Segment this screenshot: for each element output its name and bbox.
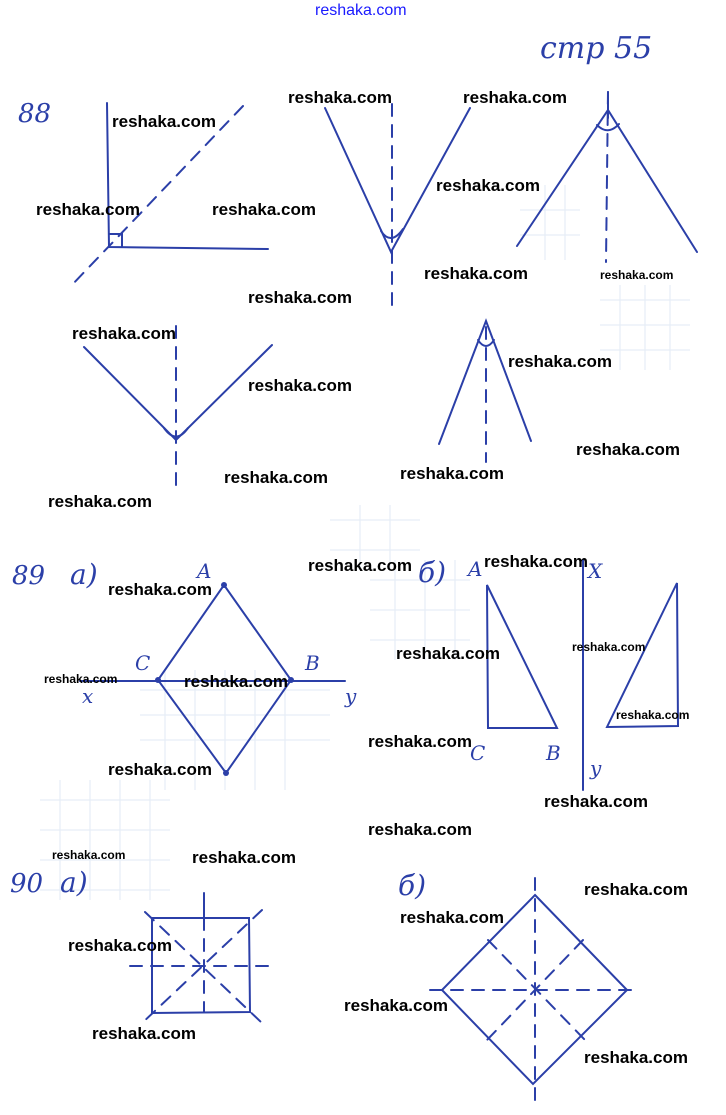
vertex-C-label-89a: C: [135, 651, 151, 675]
problem-89-part-b-label: б): [418, 556, 447, 589]
axis-y-label-89a: y: [345, 684, 357, 708]
problem-89-part-a-label: а): [70, 558, 98, 591]
axis-X-label-89b: X: [588, 559, 603, 583]
watermark: reshaka.com: [368, 732, 472, 751]
vertex-A-label-89b: A: [468, 557, 483, 581]
watermark: reshaka.com: [212, 200, 316, 219]
watermark: reshaka.com: [288, 88, 392, 107]
watermark: reshaka.com: [508, 352, 612, 371]
watermark: reshaka.com: [92, 1024, 196, 1043]
site-header-link[interactable]: reshaka.com: [315, 2, 407, 19]
axis-x-label-89a: x: [82, 684, 94, 708]
watermark: reshaka.com: [248, 376, 352, 395]
vertex-B-label-89a: B: [305, 651, 320, 675]
watermark: reshaka.com: [584, 880, 688, 899]
watermark: reshaka.com: [424, 264, 528, 283]
page-number-label: стр 55: [540, 31, 653, 66]
watermark: reshaka.com: [572, 640, 646, 654]
figure-89b-triangles: [487, 560, 678, 790]
watermark: reshaka.com: [576, 440, 680, 459]
watermark: reshaka.com: [108, 760, 212, 779]
watermark: reshaka.com: [308, 556, 412, 575]
watermark: reshaka.com: [108, 580, 212, 599]
watermark: reshaka.com: [616, 708, 690, 722]
vertex-B-label-89b: B: [546, 741, 561, 765]
vertex-C-label-89b: C: [470, 741, 486, 765]
watermark: reshaka.com: [52, 848, 126, 862]
watermark: reshaka.com: [248, 288, 352, 307]
watermark: reshaka.com: [344, 996, 448, 1015]
figure-90a-rectangle-symmetry: [130, 893, 270, 1025]
watermark: reshaka.com: [224, 468, 328, 487]
watermark: reshaka.com: [436, 176, 540, 195]
problem-90-number: 90: [10, 869, 44, 899]
problem-90-part-b-label: б): [398, 869, 427, 902]
axis-y-label-89b: y: [590, 756, 602, 780]
watermark: reshaka.com: [463, 88, 567, 107]
watermark: reshaka.com: [192, 848, 296, 867]
problem-89-number: 89: [12, 561, 46, 591]
watermark: reshaka.com: [184, 672, 288, 691]
watermark: reshaka.com: [400, 464, 504, 483]
watermark: reshaka.com: [44, 672, 118, 686]
watermark: reshaka.com: [600, 268, 674, 282]
problem-88-number: 88: [18, 99, 52, 129]
watermark: reshaka.com: [72, 324, 176, 343]
watermark: reshaka.com: [48, 492, 152, 511]
watermark: reshaka.com: [36, 200, 140, 219]
watermark: reshaka.com: [544, 792, 648, 811]
watermark: reshaka.com: [396, 644, 500, 663]
problem-90-part-a-label: а): [60, 866, 88, 899]
watermark: reshaka.com: [68, 936, 172, 955]
vertex-A-label-89a: A: [197, 559, 212, 583]
figure-88-acute-angle: [439, 321, 531, 462]
figure-88-obtuse-angle: [517, 92, 697, 262]
watermark: reshaka.com: [400, 908, 504, 927]
watermark: reshaka.com: [484, 552, 588, 571]
watermark: reshaka.com: [112, 112, 216, 131]
watermark: reshaka.com: [368, 820, 472, 839]
watermark: reshaka.com: [584, 1048, 688, 1067]
